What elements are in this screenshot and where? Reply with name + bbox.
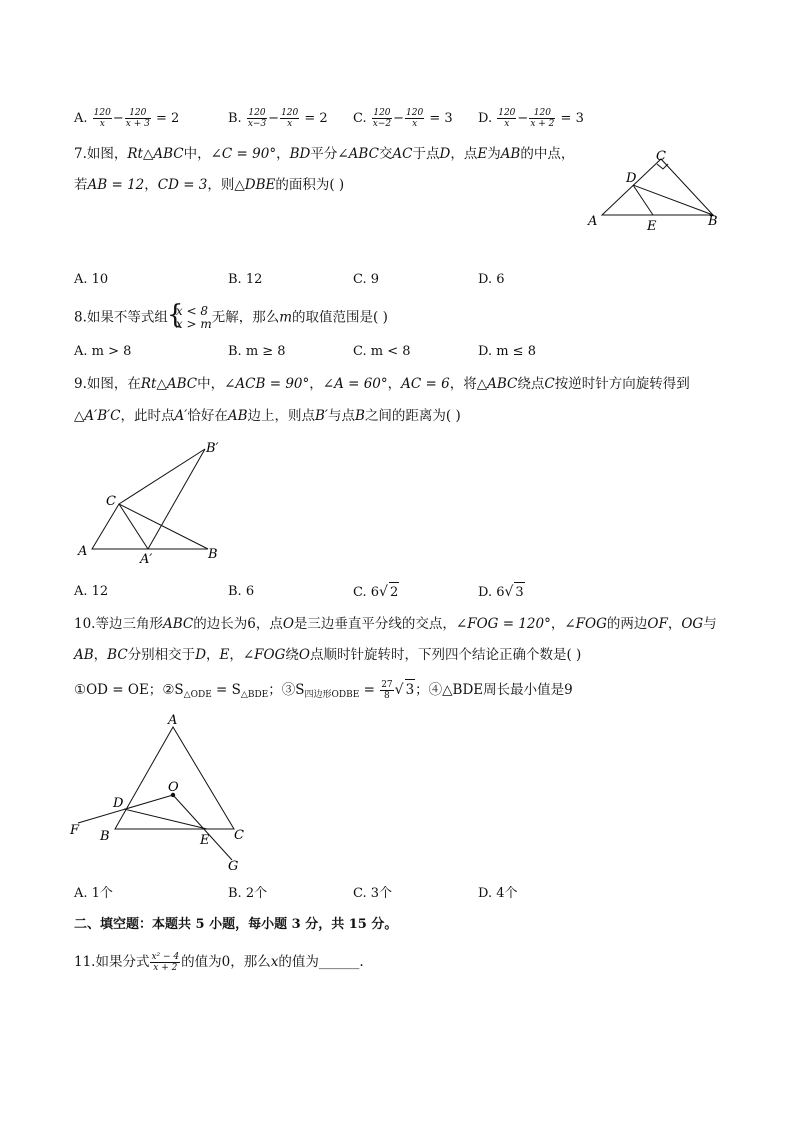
q9-option-c: C. 6√ 2: [353, 582, 399, 603]
q7-figure: [580, 145, 730, 235]
q10-label-d: D: [113, 796, 124, 811]
q7-triangle-abc: [602, 159, 713, 215]
q7-label-d: D: [626, 171, 637, 186]
q10-option-b: B. 2个: [228, 886, 268, 901]
q10-conclusions: ①OD = OE；$②S_{\triangle ODE} = S_{\triangle BDE}$；$③S_{四边形ODBE}$ = $\frac{27}{8}$ √ 3；④△BDE周长最小值是9: [74, 680, 573, 701]
q9-figure: [74, 438, 234, 570]
q10-figure: [66, 712, 256, 874]
q9-text-line2: △A′B′C，此时点A′恰好在AB边上，则点B′与点B之间的距离为( ): [74, 408, 461, 424]
q10-text-line1: 10.等边三角形ABC的边长为6，点O是三边垂直平分线的交点，∠FOG = 120°，∠FOG的两边OF，OG与: [74, 616, 717, 632]
section-fill-in-heading: 二、填空题：本题共 5 小题，每小题 3 分，共 15 分。: [74, 917, 398, 932]
q7-text-line1: 7.如图，Rt△ABC中，∠C = 90°，BD平分∠ABC交AC于点D，点E为AB的中点，: [74, 146, 575, 162]
q7-text-line2: 若AB = 12，CD = 3，则△DBE的面积为( ): [74, 177, 345, 193]
q7-option-d: D. 6: [478, 272, 505, 287]
q8-inequality-system: { x < 8 x > m: [166, 300, 212, 331]
q8-option-a: A. m > 8: [74, 344, 132, 359]
q9-label-c: C: [106, 494, 116, 509]
q9-segment-b1a1: [148, 449, 205, 549]
q9-segment-cb1: [119, 449, 205, 504]
q8-text: 8.如果不等式组 { x < 8 x > m 无解，那么m的取值范围是( ): [74, 300, 388, 331]
q10-label-e: E: [200, 833, 210, 848]
q9-label-b1: B′: [206, 441, 219, 456]
q9-option-a: A. 12: [74, 584, 109, 599]
q10-option-a: A. 1个: [74, 886, 113, 901]
q10-option-d: D. 4个: [478, 886, 518, 901]
q7-segment-de: [633, 185, 653, 215]
q6-option-d: D. $\frac{120}{x}$ − $\frac{120}{x + 2}$ = 3: [478, 108, 584, 129]
q7-option-a: A. 10: [74, 272, 109, 287]
q6-option-c: C. $\frac{120}{x-2}$ − $\frac{120}{x}$ = 3: [353, 108, 453, 129]
q7-label-e: E: [647, 219, 657, 234]
q7-option-b: B. 12: [228, 272, 263, 287]
q11-text: 11.如果分式 $\frac{\text{x² − 4}}{x + 2}$ 的值为0，那么x的值为______.: [74, 952, 364, 973]
q9-label-b: B: [208, 547, 218, 562]
q6-option-a: A. $\frac{120}{x}$ − $\frac{120}{x + 3}$ = 2: [74, 108, 180, 129]
q10-label-o: O: [168, 780, 179, 795]
q9-segment-ca1: [119, 504, 148, 549]
q9-option-b: B. 6: [228, 584, 255, 599]
q8-option-d: D. m ≤ 8: [478, 344, 536, 359]
q9-option-d: D. 6√ 3: [478, 582, 525, 603]
q7-option-c: C. 9: [353, 272, 380, 287]
q10-label-a: A: [168, 713, 178, 728]
q10-option-c: C. 3个: [353, 886, 393, 901]
q9-label-a: A: [78, 544, 88, 559]
q10-text-line2: AB，BC分别相交于D，E，∠FOG绕O点顺时针旋转时，下列四个结论正确个数是( ): [74, 647, 582, 663]
q10-label-c: C: [234, 828, 244, 843]
q6-option-b: B. $\frac{120}{x-3}$ − $\frac{120}{x}$ = 2: [228, 108, 328, 129]
q7-label-a: A: [588, 214, 598, 229]
q8-option-b: B. m ≥ 8: [228, 344, 286, 359]
q9-label-a1: A′: [140, 552, 153, 567]
q7-segment-bd: [633, 185, 713, 215]
q8-option-c: C. m < 8: [353, 344, 411, 359]
q10-label-g: G: [228, 859, 239, 874]
q10-label-f: F: [70, 823, 80, 838]
q10-triangle-abc: [115, 727, 234, 829]
q9-text-line1: 9.如图，在Rt△ABC中，∠ACB = 90°，∠A = 60°，AC = 6，将△ABC绕点C按逆时针方向旋转得到: [74, 376, 690, 392]
q7-label-b: B: [708, 214, 718, 229]
q9-triangle-abc: [92, 504, 208, 549]
q10-label-b: B: [100, 829, 110, 844]
q7-label-c: C: [656, 149, 666, 164]
